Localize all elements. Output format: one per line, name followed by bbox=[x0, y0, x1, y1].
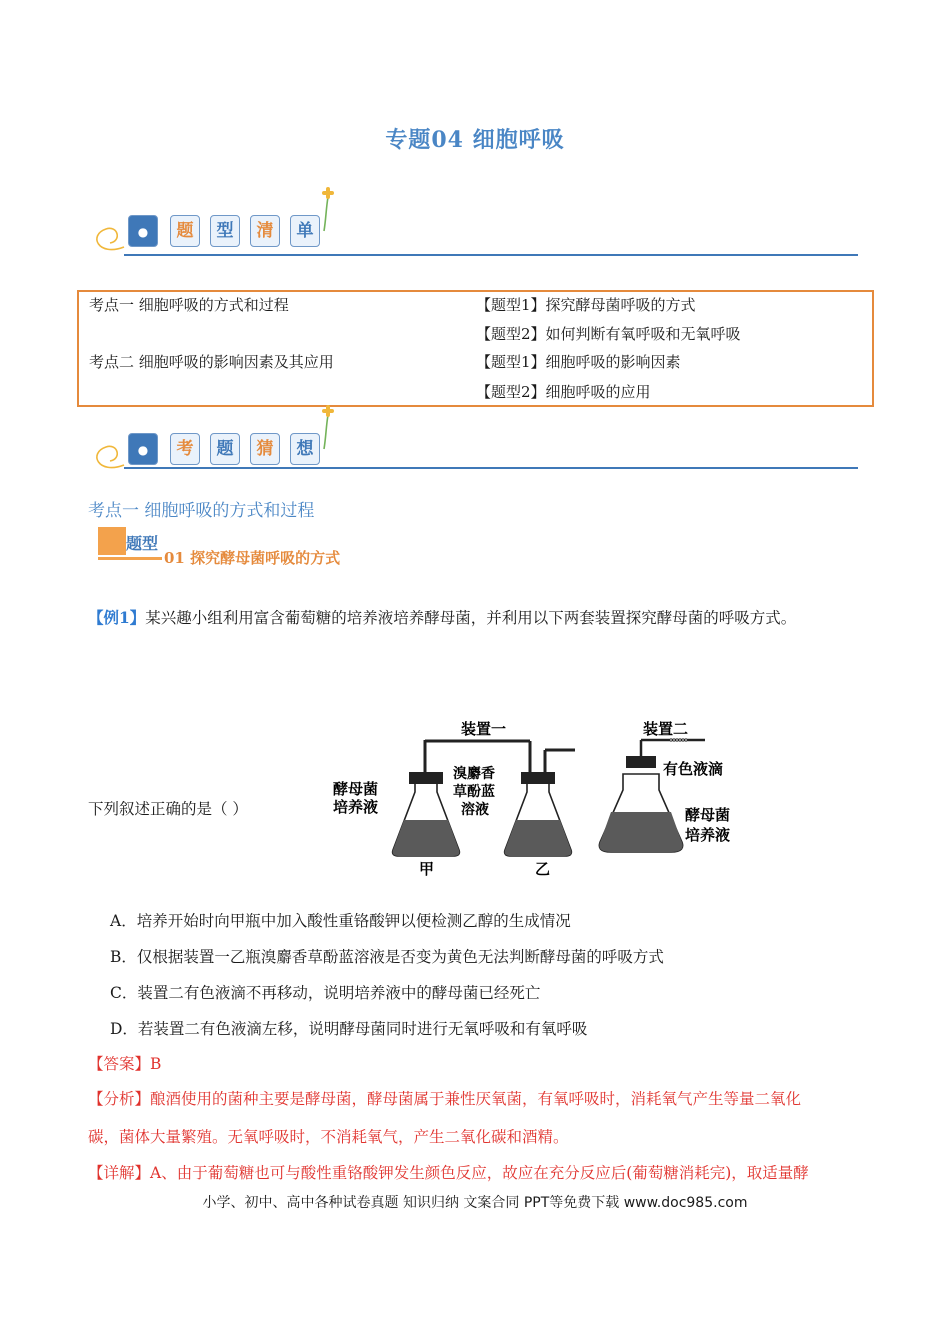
banner-char: 想 bbox=[290, 433, 320, 465]
analysis-label: 【分析】 bbox=[88, 1090, 151, 1108]
banner-number-badge: ● bbox=[128, 215, 158, 247]
option-b[interactable]: B．仅根据装置一乙瓶溴麝香草酚蓝溶液是否变为黄色无法判断酵母菌的呼吸方式 bbox=[110, 948, 664, 966]
flask-a-label: 甲 bbox=[419, 860, 435, 878]
apparatus-figure bbox=[325, 712, 750, 882]
overview-right-3: 【题型1】细胞呼吸的影响因素 bbox=[476, 353, 681, 371]
example-stem bbox=[88, 607, 796, 629]
answer-label: 【答案】 bbox=[88, 1055, 151, 1073]
flask-yi-icon bbox=[505, 750, 575, 856]
banner-question-types bbox=[88, 185, 858, 265]
banner-char: 考 bbox=[170, 433, 200, 465]
analysis-text1: 酿酒使用的菌种主要是酵母菌，酵母菌属于兼性厌氧菌，有氧呼吸时，消耗氧气产生等量二氧化 bbox=[150, 1090, 802, 1108]
overview-left-1: 考点一 细胞呼吸的方式和过程 bbox=[89, 296, 289, 314]
example-label: 【例1】 bbox=[88, 608, 146, 627]
option-d[interactable]: D．若装置二有色液滴左移，说明酵母菌同时进行无氧呼吸和有氧呼吸 bbox=[110, 1020, 588, 1038]
page-footer: 小学、初中、高中各种试卷真题 知识归纳 文案合同 PPT等免费下载 www.doc985.com bbox=[202, 1195, 748, 1211]
overview-left-2: 考点二 细胞呼吸的影响因素及其应用 bbox=[89, 353, 334, 371]
page-title: 专题04 细胞呼吸 bbox=[385, 127, 565, 153]
type-tag-underline bbox=[98, 557, 162, 560]
answer-line bbox=[88, 1053, 161, 1075]
overview-table bbox=[77, 290, 874, 407]
detail-label: 【详解】 bbox=[88, 1164, 151, 1182]
banner-char: 题 bbox=[210, 433, 240, 465]
detail-line bbox=[88, 1162, 809, 1184]
type-tag-label: 题型 bbox=[126, 534, 159, 553]
device2-label: 装置二 bbox=[643, 720, 689, 738]
overview-right-1: 【题型1】探究酵母菌呼吸的方式 bbox=[476, 296, 696, 314]
culture2-line1: 酵母菌 bbox=[685, 806, 731, 824]
banner-char: 题 bbox=[170, 215, 200, 247]
culture1-line1: 酵母菌 bbox=[333, 780, 379, 798]
option-a[interactable]: A．培养开始时向甲瓶中加入酸性重铬酸钾以便检测乙醇的生成情况 bbox=[110, 912, 571, 930]
section-heading: 考点一 细胞呼吸的方式和过程 bbox=[88, 501, 315, 521]
banner-char: 型 bbox=[210, 215, 240, 247]
culture2-line2: 培养液 bbox=[685, 826, 731, 844]
example-question: 下列叙述正确的是（ ） bbox=[88, 800, 248, 818]
answer-value: B bbox=[150, 1055, 162, 1073]
indicator-line1: 溴麝香 bbox=[453, 766, 495, 782]
analysis-text2: 碳，菌体大量繁殖。无氧呼吸时，不消耗氧气，产生二氧化碳和酒精。 bbox=[88, 1128, 569, 1146]
type-subheading: 01 探究酵母菌呼吸的方式 bbox=[164, 549, 341, 567]
overview-right-4: 【题型2】细胞呼吸的应用 bbox=[476, 383, 651, 401]
culture1-line2: 培养液 bbox=[333, 798, 379, 816]
banner-char: 单 bbox=[290, 215, 320, 247]
device1-label: 装置一 bbox=[461, 720, 507, 738]
example-text: 某兴趣小组利用富含葡萄糖的培养液培养酵母菌，并利用以下两套装置探究酵母菌的呼吸方式。 bbox=[145, 609, 797, 627]
banner-number-badge: ● bbox=[128, 433, 158, 465]
type-tag-block bbox=[98, 527, 126, 555]
banner-char: 猜 bbox=[250, 433, 280, 465]
analysis-line1 bbox=[88, 1088, 801, 1110]
droplet-label: 有色液滴 bbox=[663, 760, 724, 778]
overview-right-2: 【题型2】如何判断有氧呼吸和无氧呼吸 bbox=[476, 325, 741, 343]
indicator-line3: 溶液 bbox=[461, 802, 489, 818]
banner-question-guess bbox=[88, 403, 858, 483]
flask-b-label: 乙 bbox=[535, 860, 551, 878]
option-c[interactable]: C．装置二有色液滴不再移动，说明培养液中的酵母菌已经死亡 bbox=[110, 984, 541, 1002]
indicator-line2: 草酚蓝 bbox=[453, 784, 495, 800]
banner-char: 清 bbox=[250, 215, 280, 247]
detail-text: A、由于葡萄糖也可与酸性重铬酸钾发生颜色反应，故应在充分反应后(葡萄糖消耗完)，取适量酵 bbox=[150, 1164, 809, 1182]
